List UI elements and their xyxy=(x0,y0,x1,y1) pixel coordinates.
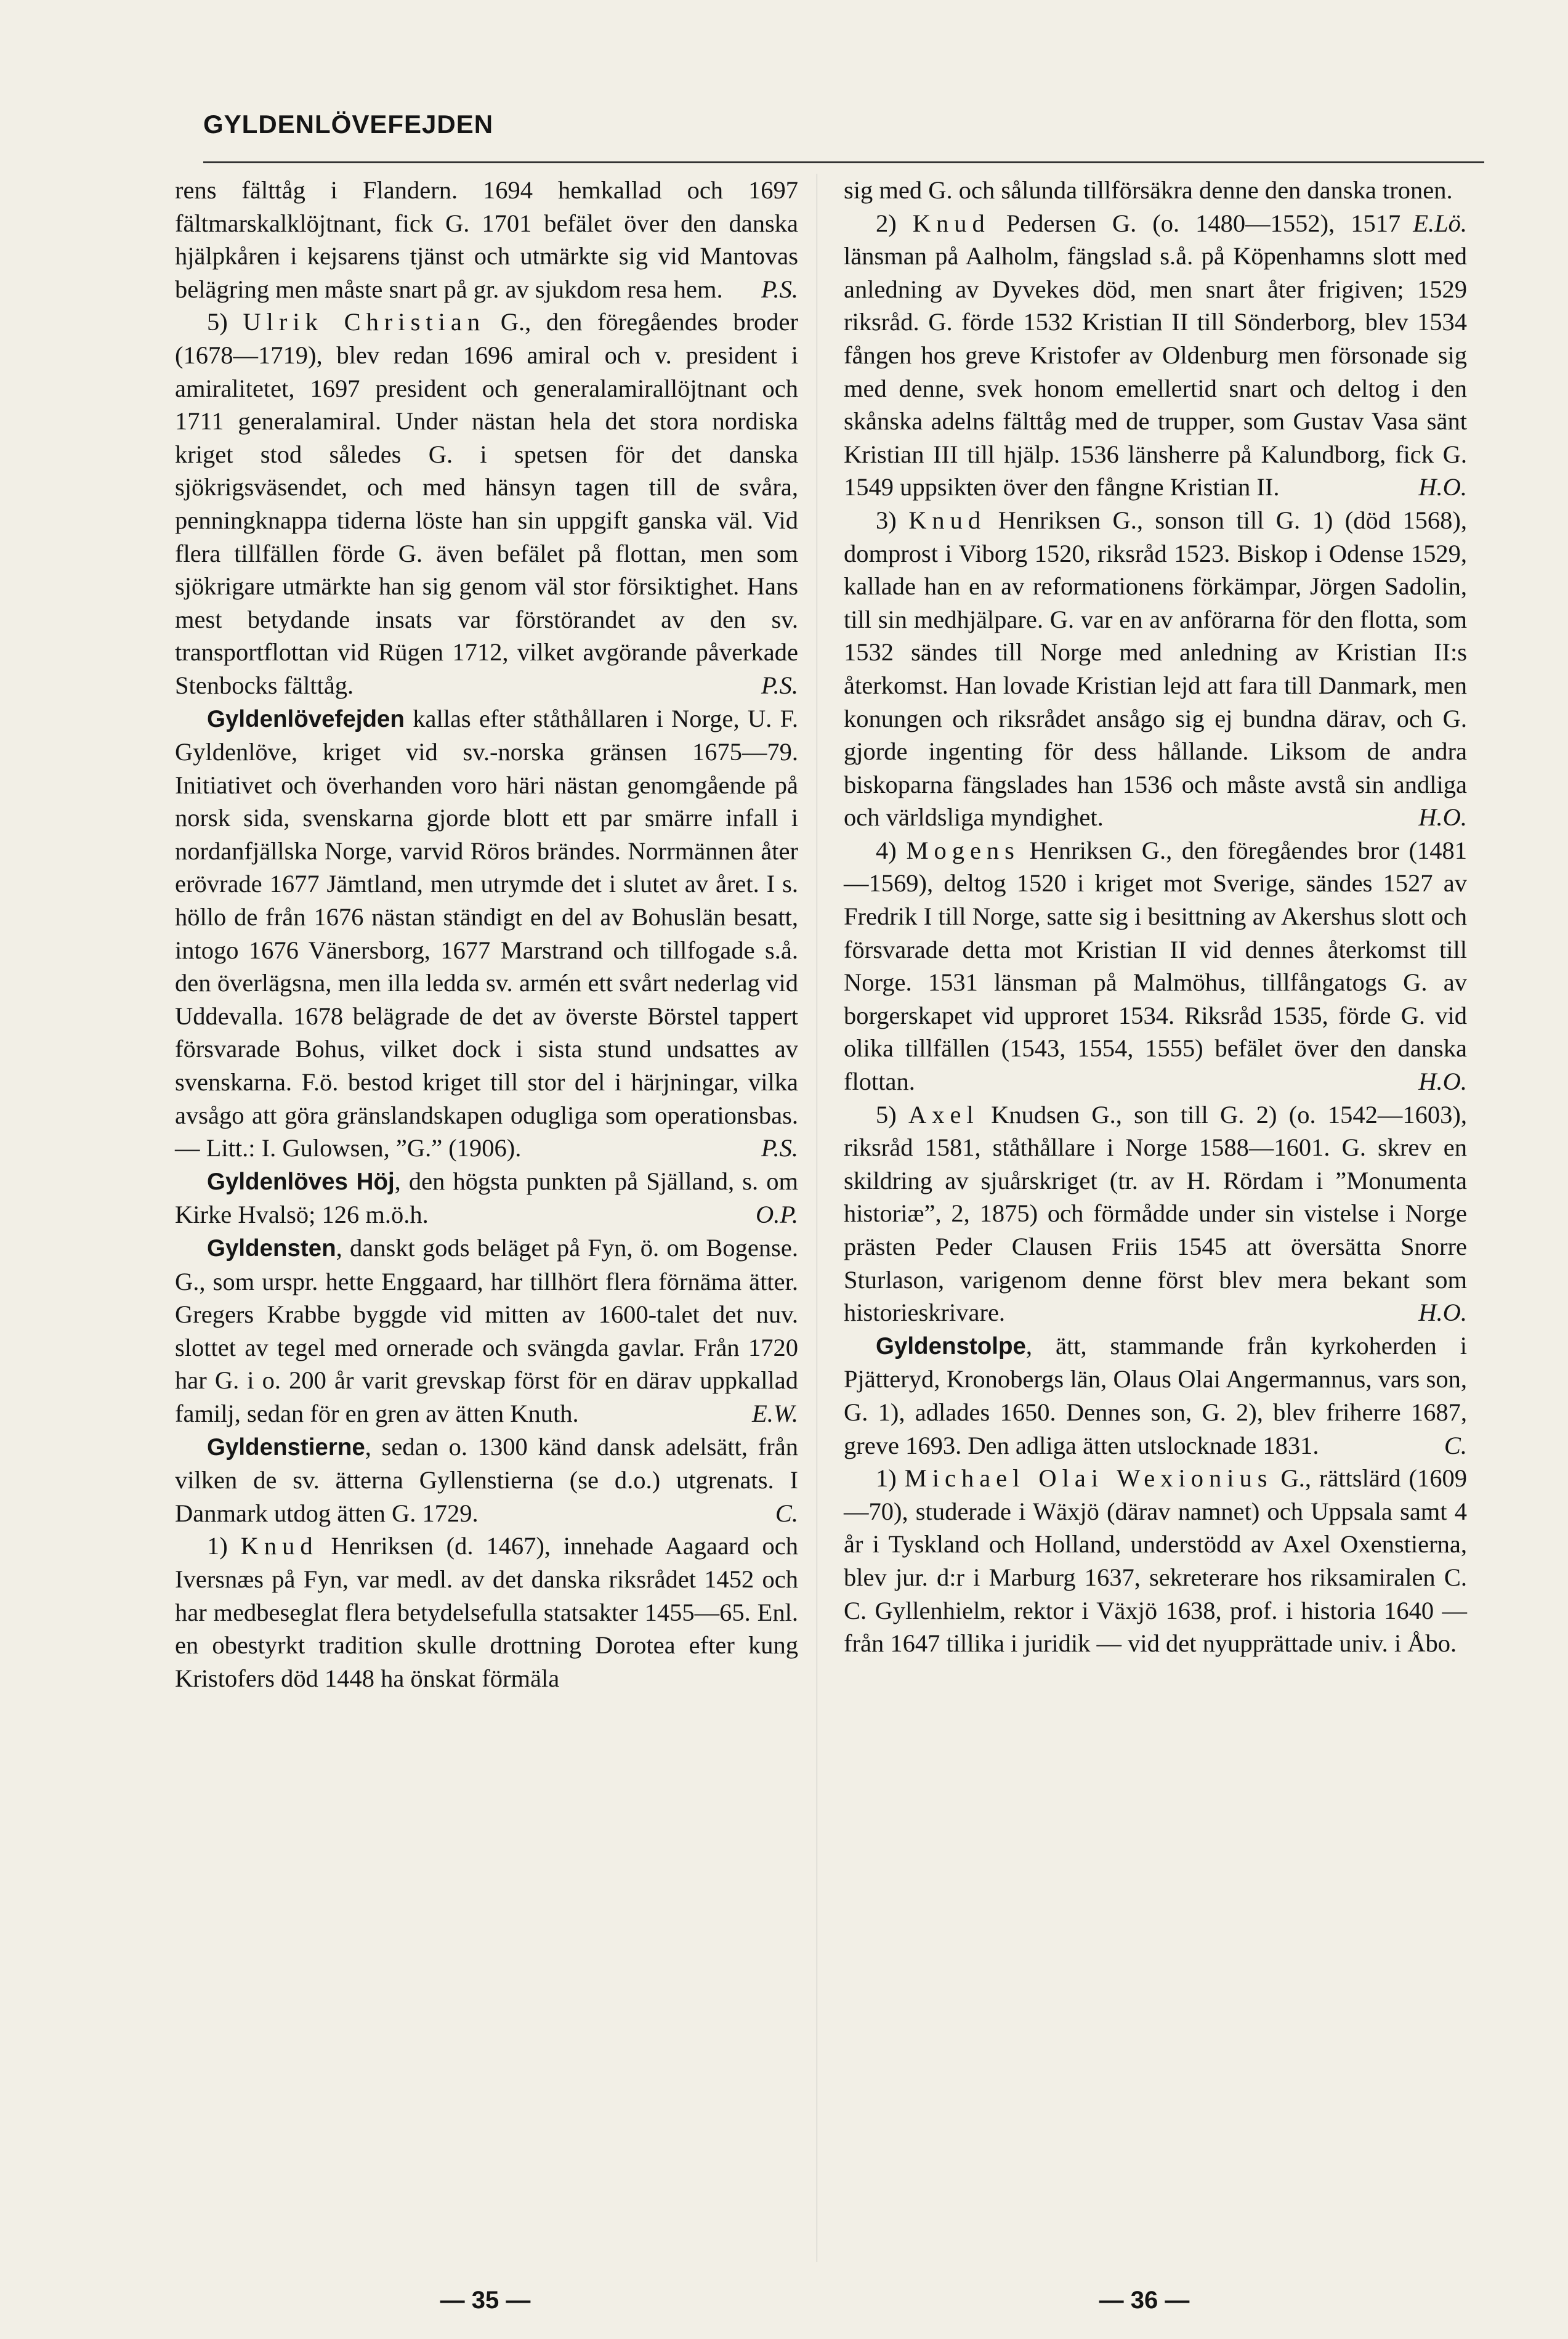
subentry-knud-pedersen xyxy=(844,207,1467,504)
entry-text: Pedersen G. (o. 1480—1552), 1517 länsman på Aalholm, fängslad s.å. på Köpenhamns slott med anledning av Dyvekes död, men snart åter frigiven; 1529 riksråd. G. förde 1532 Kristian II till Sönderborg, blev 1534 fången hos greve Kristofer av Oldenburg men försonade sig med denne, svek honom emellertid snart och deltog i den skånska adelns fälttåg med de trupper, som Gustav Vasa sänt Kristian III till hjälp. 1536 länsherre på Kalundborg, fick G. 1549 uppsikten över den fångne Kristian II. xyxy=(844,209,1467,501)
entry-text: , den högsta punkten på Själland, s. om Kirke Hvalsö; 126 m.ö.h. xyxy=(175,1167,798,1229)
author-signature: H.O. xyxy=(1418,1068,1467,1096)
subentry-knud-henriksen-2 xyxy=(844,504,1467,834)
entry-text: kallas efter ståthållaren i Norge, U. F. Gyldenlöve, kriget vid sv.-norska gränsen 1675—79. Initiativet och överhanden voro häri nästan genomgående på norsk sida, svenskarna gjorde blott ett par smärre infall i nordanfjällska Norge, varvid Röros brändes. Norrmännen åter erövrade 1677 Jämtland, men utrymde det i slutet av året. I s. höllo de från 1676 nästan ständigt en del av Bohuslän besatt, intogo 1676 Vänersborg, 1677 Marstrand och tillfogade s.å. den överlägsna, men illa ledda sv. armén ett svårt nederlag vid Uddevalla. 1678 belägrade de det av överste Börstel tappert försvarade Bohus, vilket dock i sista stund undsattes av svenskarna. F.ö. bestod kriget till stor del i härjningar, vilka avsågo att göra gränslandskapen odugliga som operationsbas. — Litt.: I. Gulowsen, ”G.” (1906). xyxy=(175,704,798,1162)
subentry-number: 5) xyxy=(207,308,228,336)
subentry-name: Axel xyxy=(908,1100,979,1129)
entry-lemma: Gyldenstolpe xyxy=(876,1332,1026,1360)
entry-gyldenstierne xyxy=(175,1430,798,1530)
entry-text: rens fälttåg i Flandern. 1694 hemkallad och 1697 fältmarskalklöjtnant, fick G. 1701 befälet över den danska hjälpkåren i kejsarens tjänst och utmärkte sig vid Mantovas belägring men måste snart på gr. av sjukdom resa hem. xyxy=(175,176,798,303)
page-number-right: — 36 — xyxy=(1099,2287,1190,2314)
entry-continuation xyxy=(175,174,798,306)
author-signature: P.S. xyxy=(761,275,798,303)
entry-lemma: Gyldenlöves Höj xyxy=(207,1168,395,1195)
subentry-name: Michael Olai Wexionius xyxy=(904,1464,1273,1493)
running-head: GYLDENLÖVEFEJDEN xyxy=(203,110,494,139)
subentry-name: Knud xyxy=(908,506,987,534)
subentry-mogens-henriksen xyxy=(844,834,1467,1098)
entry-lemma: Gyldenlövefejden xyxy=(207,705,405,732)
author-signature: C. xyxy=(1444,1431,1467,1459)
right-column xyxy=(844,174,1467,1660)
subentry-name: Knud xyxy=(240,1532,318,1560)
subentry-number: 1) xyxy=(876,1464,897,1493)
entry-text: G., den föregåendes broder (1678—1719), blev redan 1696 amiral och v. president i amiralitetet, 1697 president och generalamirallöjtnant och 1711 generalamiral. Under nästan hela det stora nordiska kriget stod således G. i spetsen för det danska sjökrigsväsendet, och med hänsyn tagen till de svåra, penningknappa tiderna löste han sin uppgift ganska väl. Vid flera tillfällen förde G. även befälet på flottan, men som sjökrigare utmärkte han sig genom väl stor försiktighet. Hans mest betydande insats var förstörandet av den sv. transportflottan vid Rügen 1712, vilket avgörande påverkade Stenbocks fälttåg. xyxy=(175,308,799,699)
entry-text: G., rättslärd (1609—70), studerade i Wäxjö (därav namnet) och Uppsala samt 4 år i Tyskland och Holland, understödd av Axel Oxenstierna, blev jur. d:r i Marburg 1637, sekreterare hos riksamiralen C. C. Gyllenhielm, rektor i Växjö 1638, prof. i historia 1640 — från 1647 tillika i juridik — vid det nyupprättade univ. i Åbo. xyxy=(844,1464,1467,1658)
entry-gyldensten xyxy=(175,1231,798,1430)
entry-lemma: Gyldenstierne xyxy=(207,1433,365,1461)
subentry-name: Ulrik Christian xyxy=(243,308,486,336)
subentry-name: Knud xyxy=(912,209,990,237)
page-number-left: — 35 — xyxy=(440,2287,531,2314)
author-signature: O.P. xyxy=(755,1201,798,1229)
author-signature: E.Lö. xyxy=(1413,209,1467,237)
left-column xyxy=(175,174,798,1695)
entry-text: Henriksen (d. 1467), innehade Aagaard och Iversnæs på Fyn, var medl. av det danska riksrådet 1452 och har medbeseglat flera betydelsefulla statsakter 1455—65. Enl. en obestyrkt tradition skulle drottning Dorotea efter kung Kristofers död 1448 ha önskat förmäla xyxy=(175,1532,798,1692)
subentry-michael-olai-wexionius xyxy=(844,1462,1467,1660)
header-rule xyxy=(203,161,1484,163)
author-signature: H.O. xyxy=(1418,1299,1467,1327)
author-signature: H.O. xyxy=(1418,473,1467,501)
entry-text: , ätt, stammande från kyrkoherden i Pjätteryd, Kronobergs län, Olaus Olai Angermannus, vars son, G. 1), adlades 1650. Dennes son, G. 2), blev friherre 1687, greve 1693. Den adliga ätten utslocknade 1831. xyxy=(844,1331,1467,1459)
subentry-name: Mogens xyxy=(906,836,1020,864)
subentry-number: 5) xyxy=(876,1100,897,1129)
subentry-number: 3) xyxy=(876,506,897,534)
entry-text: , sedan o. 1300 känd dansk adelsätt, från vilken de sv. ätterna Gyllenstierna (se d.o.) utgrenats. I Danmark utdog ätten G. 1729. xyxy=(175,1432,798,1527)
entry-gyldenstolpe xyxy=(844,1329,1467,1462)
entry-lemma: Gyldensten xyxy=(207,1235,336,1262)
subentry-ulrik-christian xyxy=(175,306,798,702)
entry-text: sig med G. och sålunda tillförsäkra denne den danska tronen. xyxy=(844,176,1453,204)
subentry-number: 1) xyxy=(207,1532,228,1560)
author-signature: C. xyxy=(775,1499,798,1527)
entry-text: Henriksen G., sonson till G. 1) (död 1568), domprost i Viborg 1520, riksråd 1523. Biskop i Odense 1529, kallade han en av reformationens förkämpar, Jörgen Sadolin, till sin medhjälpare. G. var en av anförarna för den flotta, som 1532 sändes till Norge med anledning av Kristian II:s återkomst. Han lovade Kristian lejd att fara till Danmark, men konungen och riksrådet ansågo sig ej bundna därav, och G. gjorde ingenting för dess hållande. Liksom de andra biskoparna fängslades han 1536 och måste avstå sin andliga och världsliga myndighet. xyxy=(844,506,1468,832)
subentry-axel-knudsen xyxy=(844,1098,1467,1329)
entry-text: Henriksen G., den föregåendes bror (1481—1569), deltog 1520 i kriget mot Sverige, sändes 1527 av Fredrik I till Norge, satte sig i besittning av Akershus slott och försvarade detta mot Kristian II vid dennes återkomst till Norge. 1531 länsman på Malmöhus, tillfångatogs G. av borgerskapet vid upproret 1534. Riksråd 1535, förde G. vid olika tillfällen (1543, 1554, 1555) befälet över den danska flottan. xyxy=(844,836,1468,1096)
subentry-knud-henriksen xyxy=(175,1530,798,1695)
entry-gyldenloves-hoj xyxy=(175,1165,798,1231)
author-signature: H.O. xyxy=(1418,803,1467,832)
entry-text: , danskt gods beläget på Fyn, ö. om Bogense. G., som urspr. hette Enggaard, har tillhört flera förnäma ätter. Gregers Krabbe byggde vid mitten av 1600-talet det nuv. slottet av tegel med ornerade och svängda gavlar. Från 1720 har G. i o. 200 år varit grevskap först för en därav uppkallad familj, sedan för en gren av ätten Knuth. xyxy=(175,1234,798,1427)
author-signature: E.W. xyxy=(751,1399,798,1427)
entry-gyldenlovefejden xyxy=(175,702,798,1165)
author-signature: P.S. xyxy=(761,671,798,699)
subentry-number: 4) xyxy=(876,836,897,864)
author-signature: P.S. xyxy=(761,1134,798,1162)
entry-text: Knudsen G., son till G. 2) (o. 1542—1603), riksråd 1581, ståthållare i Norge 1588—1601. G. skrev en skildring av sjuårskriget (tr. av H. Rördam i ”Monumenta historiæ”, 2, 1875) och förmådde under sin vistelse i Norge prästen Peder Clausen Friis 1545 att översätta Snorre Sturlason, varigenom denne först blev mera bekant som historieskrivare. xyxy=(844,1100,1467,1327)
subentry-number: 2) xyxy=(876,209,897,237)
